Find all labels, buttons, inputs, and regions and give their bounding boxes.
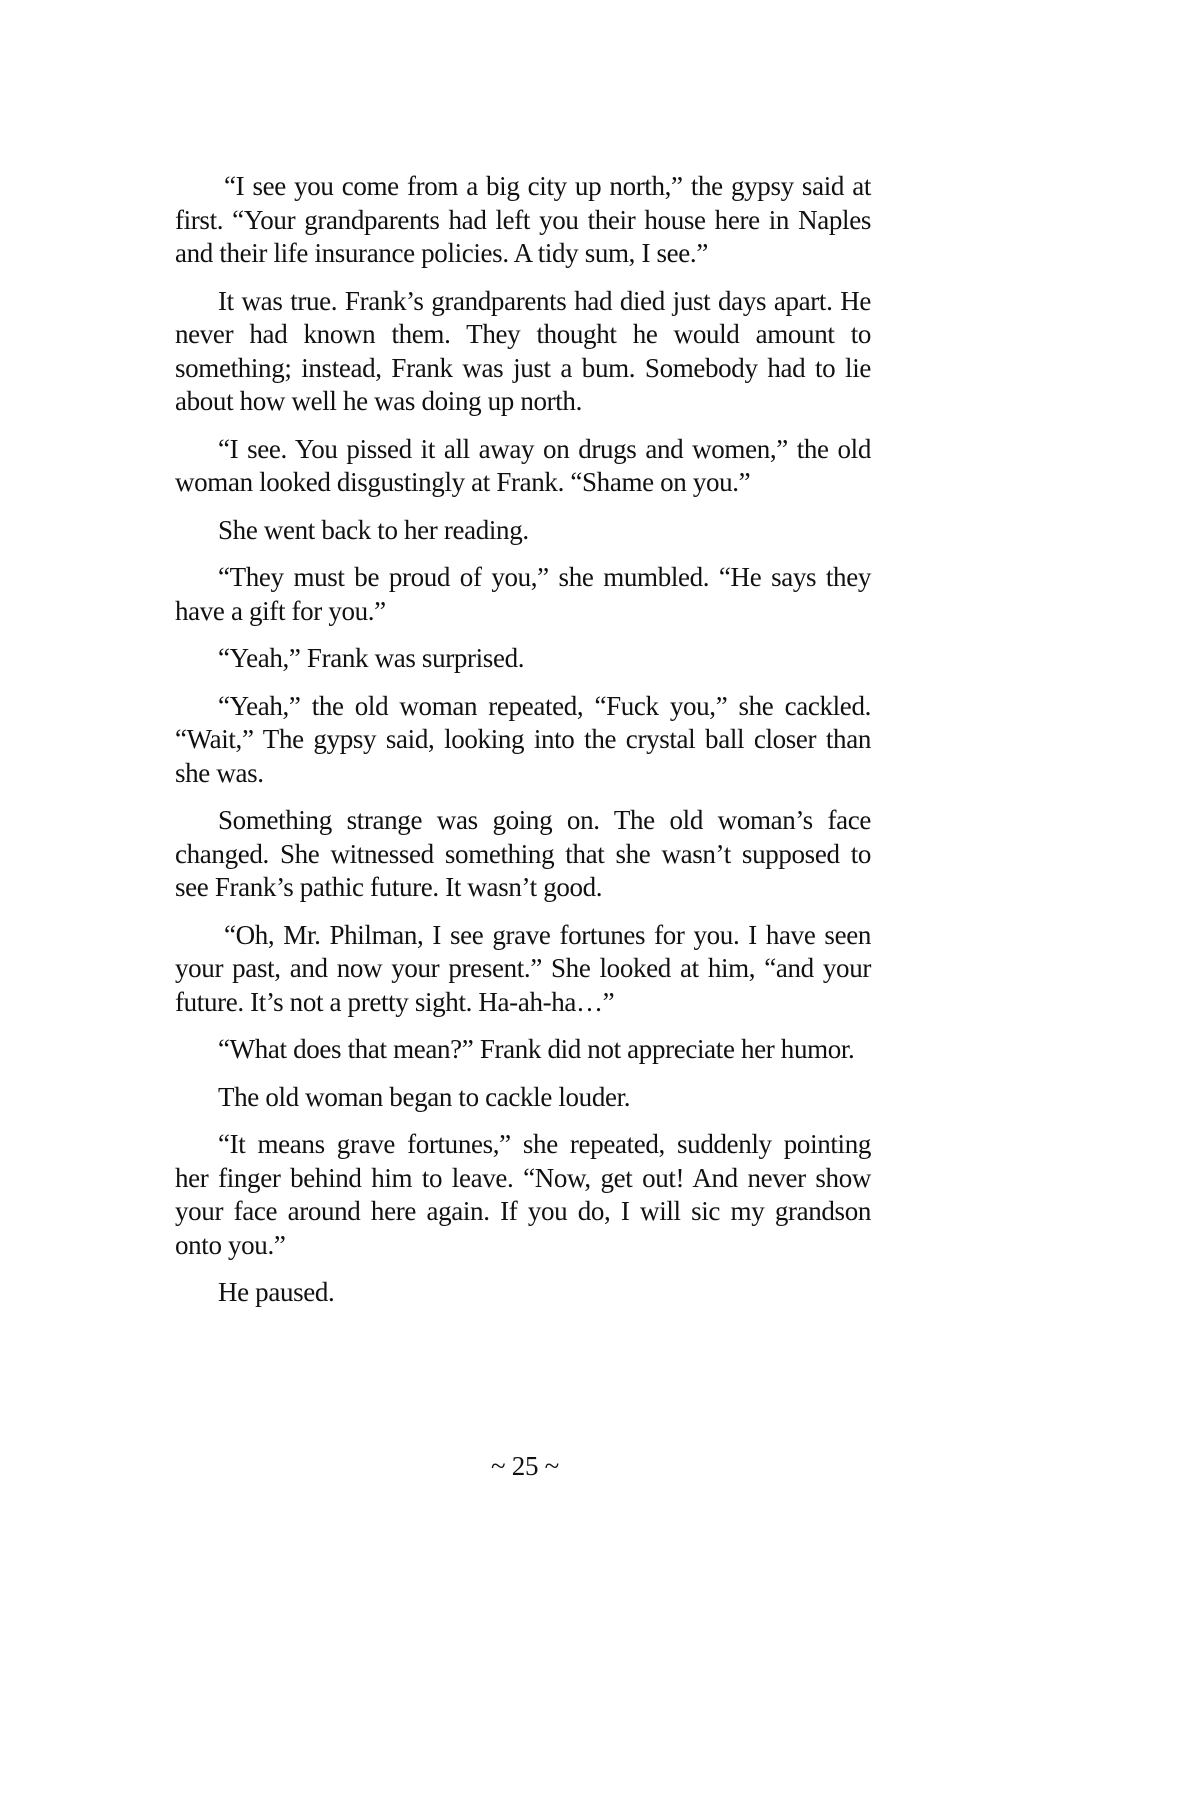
paragraph: The old woman began to cackle louder. (218, 1081, 631, 1112)
page-number: ~ 25 ~ (491, 1451, 559, 1481)
paragraph: “Yeah,” Frank was surprised. (218, 643, 525, 673)
paragraph: Something strange was going on. The old woman’s face changed. She witnessed something that she wasn’t supposed to see Frank’s pathic future. It wasn’t good. (175, 805, 871, 902)
paragraph: “What does that mean?” Frank did not appreciate her humor. (218, 1034, 855, 1064)
paragraph: “Yeah,” the old woman repeated, “Fuck you,” she cackled. “Wait,” The gypsy said, looking into the crystal ball closer than she was. (175, 690, 871, 788)
paragraph: She went back to her reading. (218, 514, 529, 545)
paragraph: “It means grave fortunes,” she repeated, suddenly pointing her finger behind him to leave. “Now, get out! And never show your face around here again. If you do, I will sic my grandson onto you.” (175, 1129, 871, 1260)
paragraph: He paused. (218, 1277, 335, 1307)
body-text (175, 170, 871, 1324)
paragraph: “Oh, Mr. Philman, I see grave fortunes for you. I have seen your past, and now your present.” She looked at him, “and your future. It’s not a pretty sight. Ha-ah-ha…” (175, 919, 871, 1017)
paragraph: “They must be proud of you,” she mumbled. “He says they have a gift for you.” (175, 562, 871, 626)
paragraph: It was true. Frank’s grandparents had died just days apart. He never had known them. They thought he would amount to something; instead, Frank was just a bum. Somebody had to lie about how well he was doing up north. (175, 285, 871, 416)
paragraph: “I see. You pissed it all away on drugs and women,” the old woman looked disgustingly at Frank. “Shame on you.” (175, 433, 871, 497)
paragraph: “I see you come from a big city up north,” the gypsy said at first. “Your grandparents had left you their house here in Naples and their life insurance policies. A tidy sum, I see.” (175, 171, 871, 268)
